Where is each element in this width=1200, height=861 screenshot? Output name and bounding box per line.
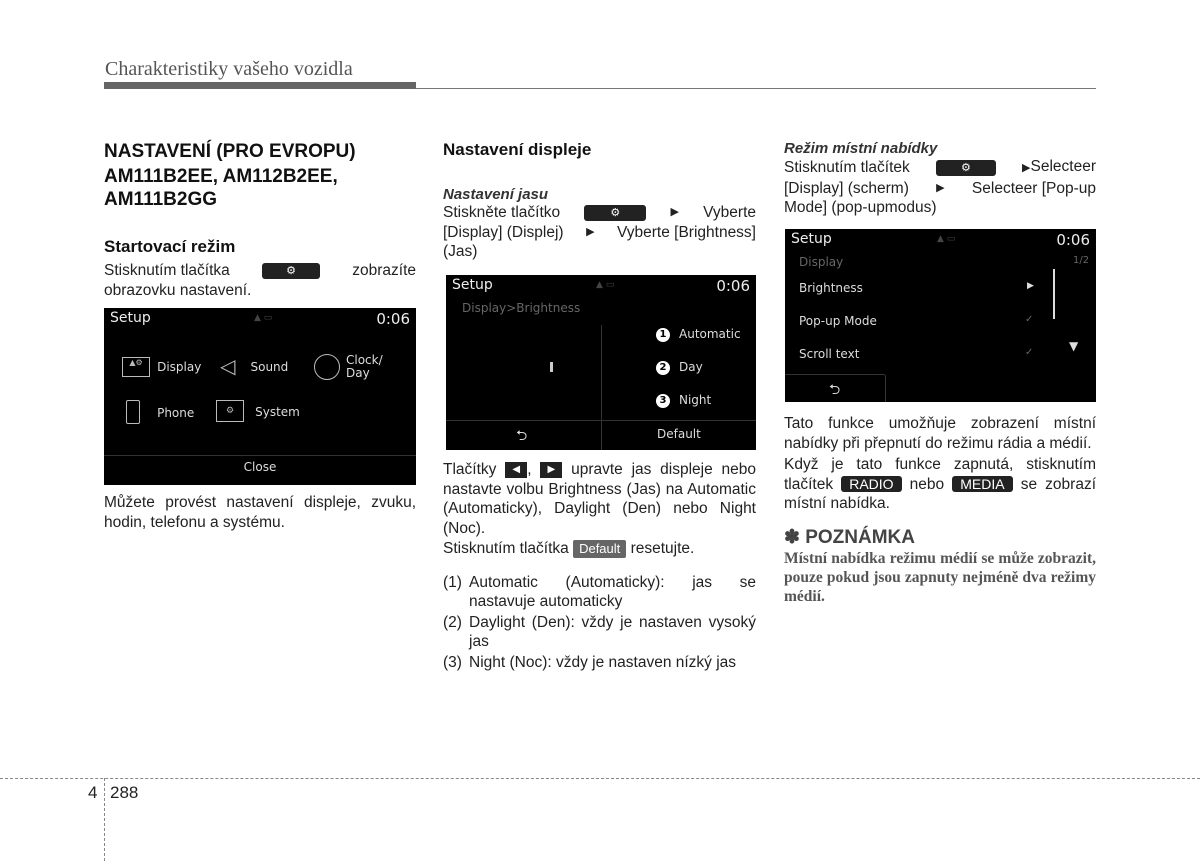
page-indicator: 1/2 (1073, 255, 1090, 266)
option-night[interactable]: 3 Night (656, 393, 711, 408)
list-item: (2) Daylight (Den): vždy je nastaven vysoký jas (443, 613, 756, 650)
arrow-right-icon: ▶ (1022, 162, 1031, 174)
screen-title: Setup (110, 310, 151, 326)
clock-icon (314, 354, 340, 380)
text: Stisknutím tlačítka (104, 262, 230, 279)
paragraph: (Jas) (443, 243, 478, 260)
popup-mode-screen (785, 229, 1096, 402)
paragraph (104, 261, 416, 281)
menu-label: System (255, 404, 300, 419)
running-header: Charakteristiky vašeho vozidla (105, 58, 353, 80)
menu-header: Display (799, 255, 844, 269)
text: Vyberte [Brightness] (617, 223, 756, 241)
paragraph-adjust: Tlačítky ◀ , ▶ upravte jas displeje nebo nastavte volbu Brightness (Jas) na Automatic (Automaticky), Daylight (Den) nebo Night (Noc). (443, 461, 756, 537)
scrollbar-thumb[interactable] (1053, 269, 1055, 319)
paragraph: Mode] (pop-upmodus) (784, 199, 937, 216)
sound-menu-item[interactable] (220, 354, 288, 378)
text: Stiskněte tlačítko (443, 204, 561, 221)
back-icon[interactable]: ⮌ (829, 382, 841, 398)
page-number: 288 (110, 783, 139, 802)
back-icon[interactable]: ⮌ (516, 428, 528, 444)
screen-title: Setup (452, 277, 493, 293)
menu-label: Clock/ Day (346, 353, 383, 380)
note-heading: ✽ POZNÁMKA (784, 526, 915, 548)
model-codes-2: AM111B2GG (104, 189, 217, 210)
footer-rule (0, 778, 1200, 779)
menu-label: Sound (250, 359, 289, 374)
screen-clock: 0:06 (376, 310, 410, 328)
mode-list (443, 573, 756, 673)
header-rule (104, 82, 416, 89)
right-arrow-button: ▶ (540, 462, 562, 478)
divider (885, 375, 886, 402)
phone-menu-item[interactable] (126, 400, 194, 424)
media-button-label: MEDIA (952, 476, 1012, 492)
speaker-icon: ◁ (220, 354, 236, 378)
option-automatic[interactable]: 1 Automatic (656, 327, 741, 342)
paragraph-popup-desc: Tato funkce umožňuje zobrazení místní nabídky při přepnutí do režimu rádia a médií. (784, 415, 1096, 452)
menu-label: Display (157, 360, 202, 374)
paragraph: obrazovku nastavení. (104, 281, 252, 299)
status-icons: ▲ ▭ (937, 234, 956, 244)
column-2 (443, 140, 756, 262)
radio-button-label: RADIO (841, 476, 901, 492)
clock-menu-item[interactable] (314, 353, 383, 380)
paragraph-default: Stisknutím tlačítka Default resetujte. (443, 540, 695, 557)
column-2-lower (443, 460, 756, 672)
column-1 (104, 140, 416, 300)
column-3-lower (784, 414, 1096, 606)
menu-item-popup-mode[interactable]: Pop-up Mode (799, 314, 877, 328)
folder-gear-icon: ⚙ (216, 400, 244, 422)
arrow-right-icon: ▶ (936, 181, 945, 194)
brightness-slider[interactable] (550, 362, 553, 372)
chevron-right-icon: ▶ (1027, 281, 1034, 291)
divider (601, 421, 602, 450)
menu-item-scroll-text[interactable]: Scroll text (799, 347, 860, 361)
column-3 (784, 140, 1096, 218)
header-rule-thin (416, 88, 1096, 89)
option-day[interactable]: 2 Day (656, 360, 703, 375)
paragraph (443, 203, 756, 223)
list-item: (3) Night (Noc): vždy je nastaven nízký jas (443, 653, 737, 671)
default-button[interactable]: Default (657, 427, 701, 441)
text: Vyberte (703, 204, 756, 221)
status-icons: ▲ ▭ (254, 313, 273, 323)
display-menu-item[interactable] (122, 356, 201, 377)
brightness-screen (446, 275, 756, 450)
status-icons: ▲ ▭ (596, 280, 615, 290)
setup-gear-button: ⚙ (262, 263, 320, 279)
left-arrow-button: ◀ (505, 462, 527, 478)
setup-gear-button: ⚙ (936, 160, 996, 176)
arrow-right-icon: ▶ (670, 206, 679, 218)
divider (601, 325, 602, 420)
subheading-start-mode: Startovací režim (104, 237, 236, 256)
phone-icon (126, 400, 140, 424)
arrow-right-icon: ▶ (586, 225, 595, 238)
default-button-label: Default (573, 540, 626, 558)
checkmark-icon: ✓ (1025, 347, 1034, 358)
paragraph (443, 223, 756, 243)
scroll-down-icon[interactable]: ▼ (1069, 339, 1079, 353)
divider (785, 374, 885, 375)
footer-divider (104, 778, 105, 861)
setup-screen (104, 308, 416, 485)
menu-item-brightness[interactable]: Brightness (799, 281, 863, 295)
subheading-display: Nastavení displeje (443, 140, 592, 159)
screen-clock: 0:06 (1056, 231, 1090, 249)
list-item: (1) Automatic (Automaticky): jas se nastavuje automaticky (443, 573, 756, 610)
chapter-number: 4 (88, 783, 98, 802)
paragraph: Stisknutím tlačítek ⚙ ▶Selecteer (784, 158, 1096, 176)
text: zobrazíte (352, 262, 416, 279)
checkmark-icon: ✓ (1025, 314, 1034, 325)
setup-gear-button: ⚙ (584, 205, 646, 221)
divider (104, 455, 416, 456)
paragraph-settings: Můžete provést nastavení displeje, zvuku, hodin, telefonu a systému. (104, 494, 416, 531)
subheading-popup-mode: Režim místní nabídky (784, 140, 938, 157)
note-text: Místní nabídka režimu médií se může zobrazit, pouze pokud jsou zapnuty nejméně dva režimy médií. (784, 549, 1096, 605)
paragraph: [Display] (scherm) ▶ Selecteer [Pop-up (784, 179, 1096, 197)
breadcrumb: Display>Brightness (462, 301, 581, 315)
display-icon: ▲⚙ (122, 357, 150, 377)
section-heading: NASTAVENÍ (PRO EVROPU) (104, 141, 356, 162)
screen-clock: 0:06 (716, 277, 750, 295)
close-button[interactable]: Close (243, 460, 277, 474)
screen-title: Setup (791, 231, 832, 247)
subheading-brightness: Nastavení jasu (443, 186, 549, 203)
text: [Display] (Displej) (443, 223, 564, 241)
system-menu-item[interactable] (216, 400, 300, 422)
paragraph-popup-usage: Když je tato funkce zapnutá, stisknutím tlačítek RADIO nebo MEDIA se zobrazí místní nabídka. (784, 456, 1097, 512)
model-codes: AM111B2EE, AM112B2EE, (104, 166, 338, 187)
menu-label: Phone (157, 405, 195, 420)
